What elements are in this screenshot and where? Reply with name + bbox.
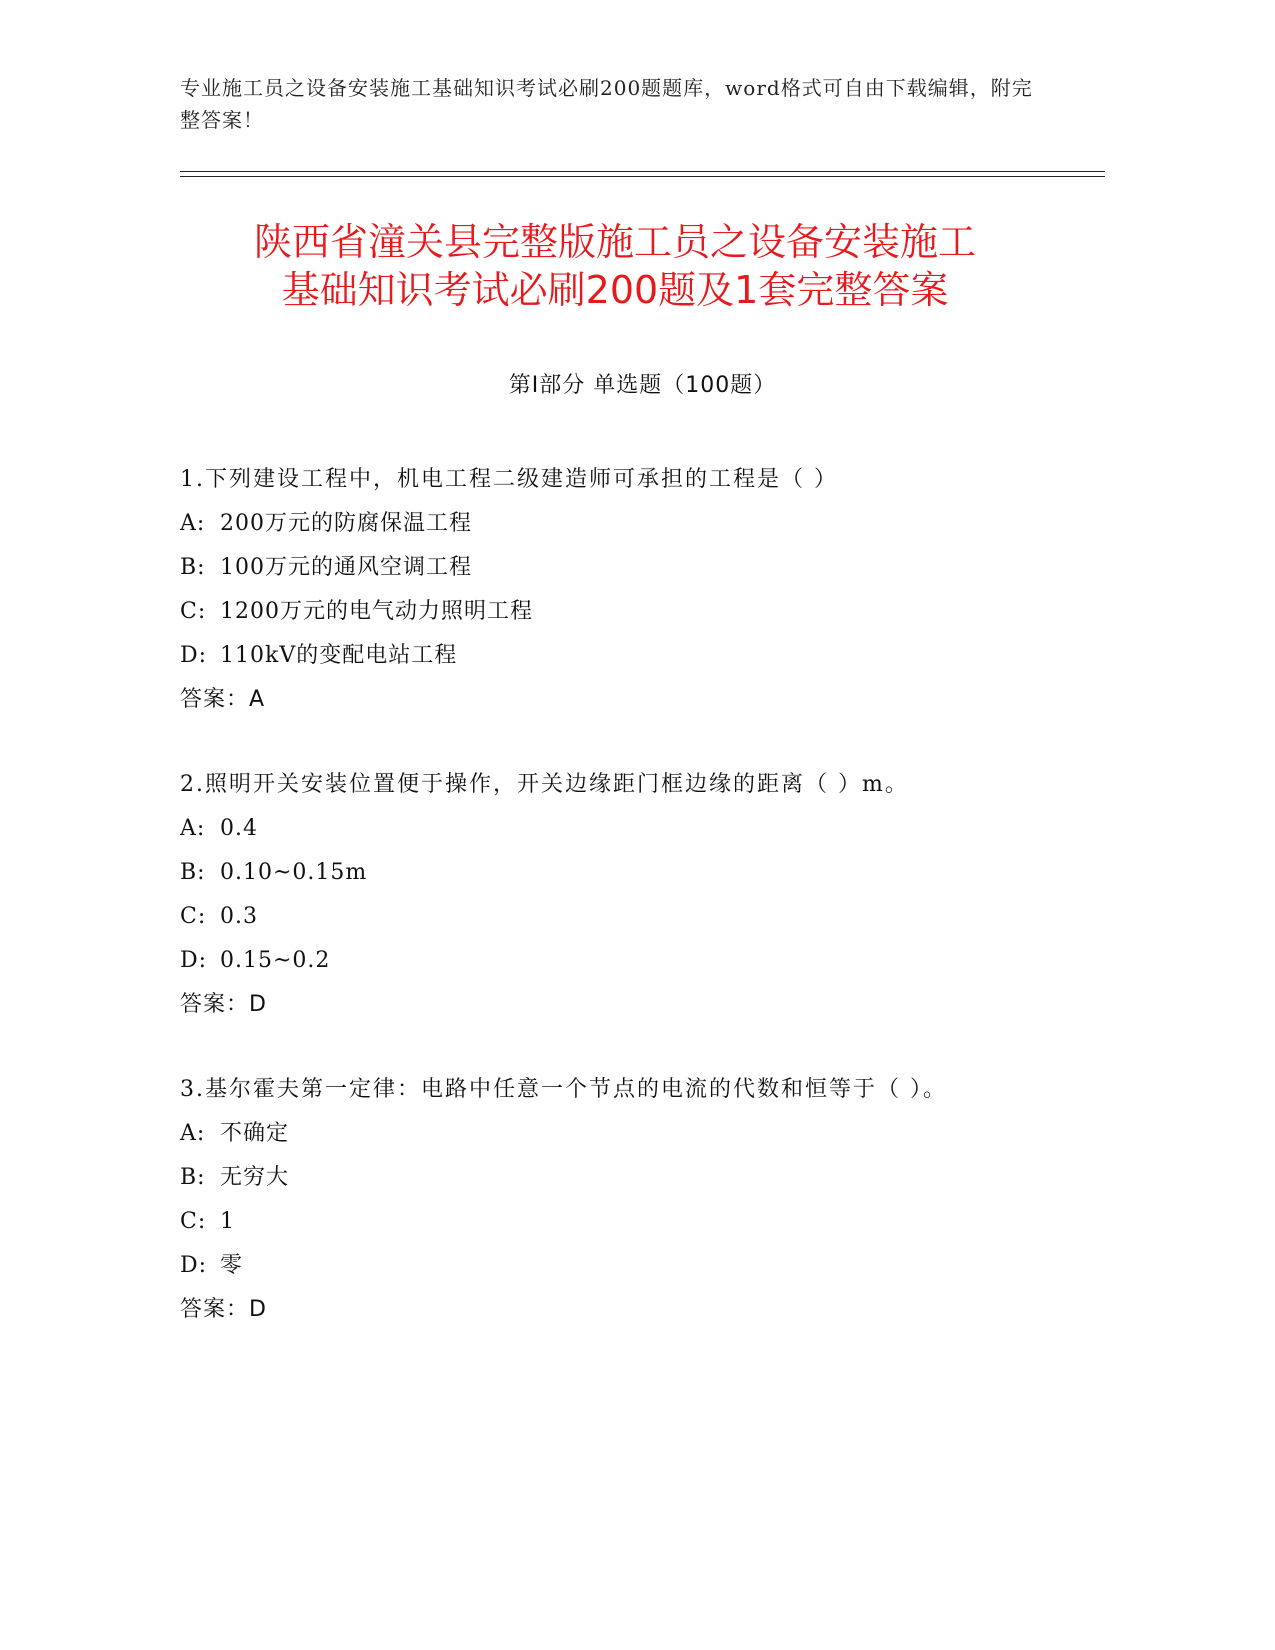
option-b bbox=[180, 1156, 1020, 1200]
option-text: 不确定 bbox=[220, 1121, 290, 1146]
option-text: 100万元的通风空调工程 bbox=[220, 555, 472, 580]
option-c bbox=[180, 590, 1020, 634]
question-3 bbox=[180, 1068, 1020, 1332]
option-d bbox=[180, 1244, 1020, 1288]
answer: 答案：D bbox=[180, 1297, 267, 1322]
option-label: D: bbox=[180, 1253, 208, 1278]
option-d bbox=[180, 634, 1020, 678]
option-text: 0.10~0.15m bbox=[220, 860, 368, 885]
option-label: D: bbox=[180, 643, 208, 668]
question-stem: 2.照明开关安装位置便于操作，开关边缘距门框边缘的距离（ ）m。 bbox=[180, 772, 909, 797]
option-label: B: bbox=[180, 860, 206, 885]
option-label: D: bbox=[180, 948, 208, 973]
option-text: 1 bbox=[220, 1209, 235, 1234]
option-c bbox=[180, 1200, 1020, 1244]
option-label: B: bbox=[180, 555, 206, 580]
option-b bbox=[180, 546, 1020, 590]
option-text: 1200万元的电气动力照明工程 bbox=[220, 599, 533, 624]
option-label: A: bbox=[180, 511, 206, 536]
question-stem: 1.下列建设工程中，机电工程二级建造师可承担的工程是（ ） bbox=[180, 467, 838, 492]
option-text: 零 bbox=[220, 1253, 244, 1278]
option-label: C: bbox=[180, 599, 207, 624]
document-title-line-1: 陕西省潼关县完整版施工员之设备安装施工 bbox=[253, 220, 976, 264]
option-label: C: bbox=[180, 904, 207, 929]
header-rule-top bbox=[180, 171, 1105, 172]
option-label: A: bbox=[180, 1121, 206, 1146]
option-label: C: bbox=[180, 1209, 207, 1234]
section-heading: 第I部分 单选题（100题） bbox=[508, 373, 777, 398]
option-text: 0.3 bbox=[220, 904, 258, 929]
option-b bbox=[180, 851, 1020, 895]
answer: 答案：D bbox=[180, 992, 267, 1017]
option-text: 200万元的防腐保温工程 bbox=[220, 511, 472, 536]
option-label: B: bbox=[180, 1165, 206, 1190]
option-a bbox=[180, 502, 1020, 546]
option-a bbox=[180, 1112, 1020, 1156]
document-title-line-2: 基础知识考试必刷200题及1套完整答案 bbox=[281, 268, 949, 312]
option-text: 110kV的变配电站工程 bbox=[220, 643, 458, 668]
option-text: 无穷大 bbox=[220, 1165, 290, 1190]
option-label: A: bbox=[180, 816, 206, 841]
document-title bbox=[150, 218, 1080, 314]
question-2 bbox=[180, 763, 1020, 1027]
option-text: 0.15~0.2 bbox=[220, 948, 331, 973]
option-c bbox=[180, 895, 1020, 939]
answer: 答案：A bbox=[180, 687, 266, 712]
option-a bbox=[180, 807, 1020, 851]
question-stem: 3.基尔霍夫第一定律：电路中任意一个节点的电流的代数和恒等于（ ）。 bbox=[180, 1077, 947, 1102]
header-note: 专业施工员之设备安装施工基础知识考试必刷200题题库，word格式可自由下载编辑，附完整答案！ bbox=[180, 76, 1033, 132]
header-rule-bottom bbox=[180, 176, 1105, 177]
option-text: 0.4 bbox=[220, 816, 258, 841]
question-1 bbox=[180, 458, 1020, 722]
option-d bbox=[180, 939, 1020, 983]
